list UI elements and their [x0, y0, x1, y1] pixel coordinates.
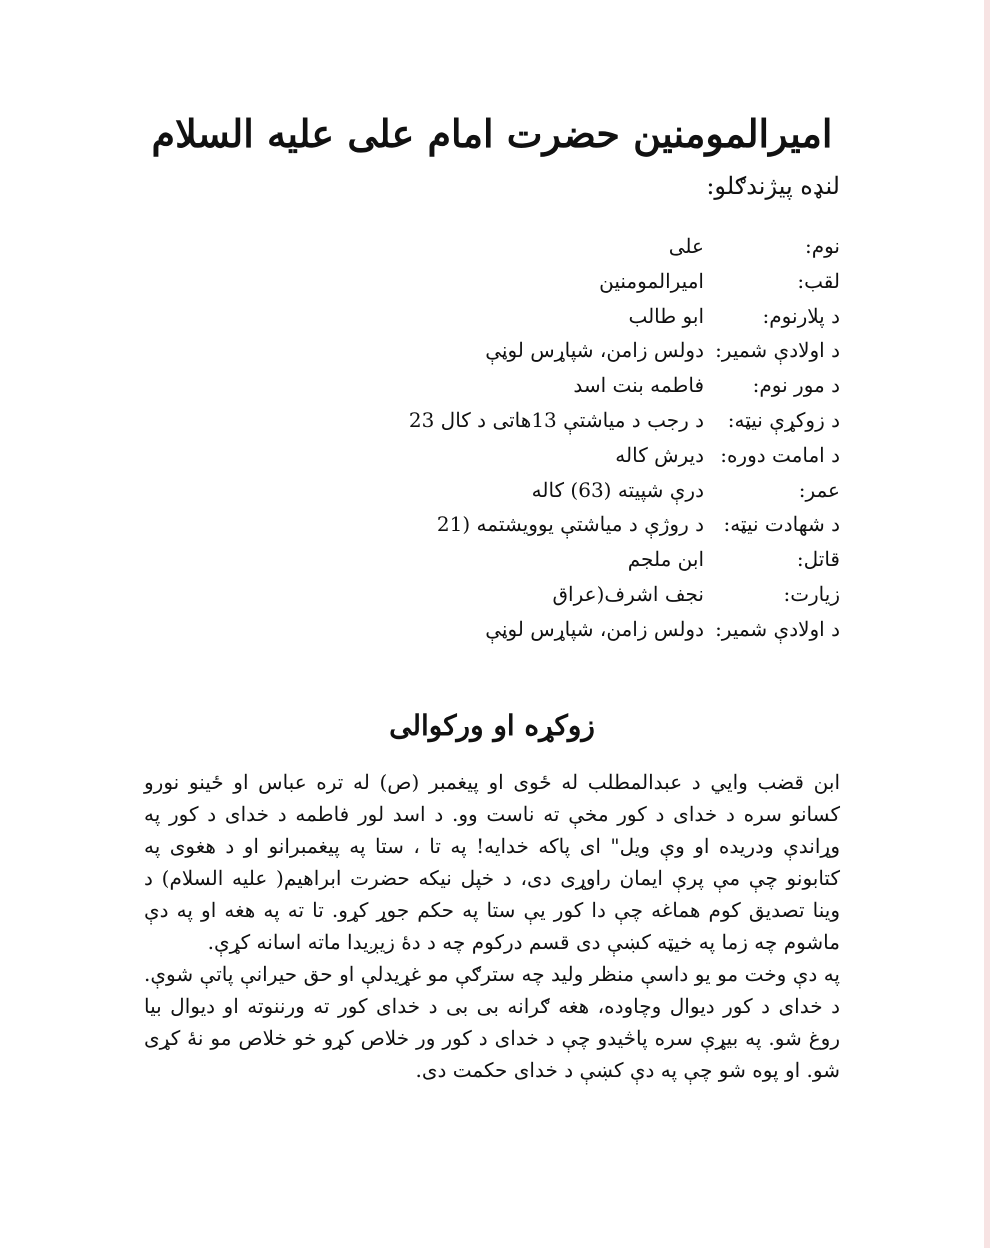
info-row-father — [390, 302, 840, 337]
body-text — [144, 766, 840, 1086]
page-subtitle: لنډه پيژندګلو: — [706, 172, 840, 200]
info-value: دولس زامن، شپاړس لوڼې — [485, 616, 704, 641]
info-value: علی — [668, 234, 704, 258]
page-title: اميرالمومنين حضرت امام علی عليه السلام — [151, 111, 833, 156]
info-value: د روژې د مياشتې يوويشتمه (21 — [436, 512, 704, 537]
info-row-age — [390, 476, 840, 511]
info-row-martyrdom — [390, 510, 840, 545]
info-value: ديرش کاله — [615, 442, 704, 467]
info-value: د رجب د مياشتې 13هاتی د کال 23 — [408, 407, 704, 432]
info-row-title — [390, 267, 840, 302]
paragraph: په دې وخت مو يو داسې منظر وليد چه سترګې مو غړيدلې او حق حيرانې پاتې شوې. د خدای د کور ديوال وچاوده، هغه ګرانه بی بی د خدای کور ته ورننوته او ديوال بيا روغ شو. په بيړې سره پاڅيدو چې د خدای د کور ور خلاص کړو خو خلاص مو نهٔ کړی شو. او پوه شو چې په دې کښې د خدای حکمت دی. — [144, 962, 840, 1082]
info-value: فاطمه بنت اسد — [573, 373, 704, 398]
info-value: ابو طالب — [628, 303, 704, 328]
info-row-children — [390, 336, 840, 371]
info-label: لقب: — [797, 268, 840, 293]
page-edge — [984, 0, 990, 1248]
info-value: اميرالمومنين — [599, 268, 704, 293]
info-label: د اولادې شمير: — [715, 616, 840, 641]
info-label: نوم: — [804, 234, 840, 258]
info-row-name — [390, 232, 840, 267]
info-label: د امامت دوره: — [720, 442, 840, 467]
info-row-killer — [390, 545, 840, 580]
info-value: نجف اشرف(عراق — [552, 581, 704, 606]
info-label: د شهادت نيټه: — [723, 512, 840, 537]
info-value: دولس زامن، شپاړس لوڼې — [485, 338, 704, 363]
info-row-mother — [390, 371, 840, 406]
info-table — [390, 232, 840, 650]
info-value: ابن ملجم — [627, 547, 704, 572]
info-label: عمر: — [798, 477, 840, 502]
info-label: د پلارنوم: — [762, 303, 840, 328]
info-row-birth-date — [390, 406, 840, 441]
info-row-children-repeat — [390, 615, 840, 650]
section-heading: زوکړه او ورکوالی — [389, 709, 595, 742]
info-label: د اولادې شمير: — [715, 338, 840, 363]
info-label: د مور نوم: — [752, 373, 840, 398]
info-label: زيارت: — [783, 581, 840, 606]
paragraph: ابن قضب وايي د عبدالمطلب له ځوی او پيغمبر (ص) له تره عباس او ځينو نورو کسانو سره د خدای د کور مخې ته ناست وو. د اسد لور فاطمه د خدای د کور په وړاندې ودريده او وې ويل" ای پاکه خدايه! په تا ، ستا په پيغمبرانو او د هغوی په کتابونو چې مې پرې ايمان راوړی دی، د خپل نيکه حضرت ابراهيم( عليه السلام) د وينا تصديق کوم هماغه چې دا کور يې ستا په حکم جوړ کړو. تا ته په هغه او په دې ماشوم چه زما په خيټه کښې دی قسم درکوم چه د دهٔ زيږيدا ماته اسانه کړې. — [144, 770, 841, 954]
info-row-shrine — [390, 580, 840, 615]
info-row-imamate — [390, 441, 840, 476]
info-value: درې شپيته (63) کاله — [531, 477, 704, 502]
info-label: د زوکړې نيټه: — [727, 407, 840, 432]
info-label: قاتل: — [796, 547, 840, 572]
